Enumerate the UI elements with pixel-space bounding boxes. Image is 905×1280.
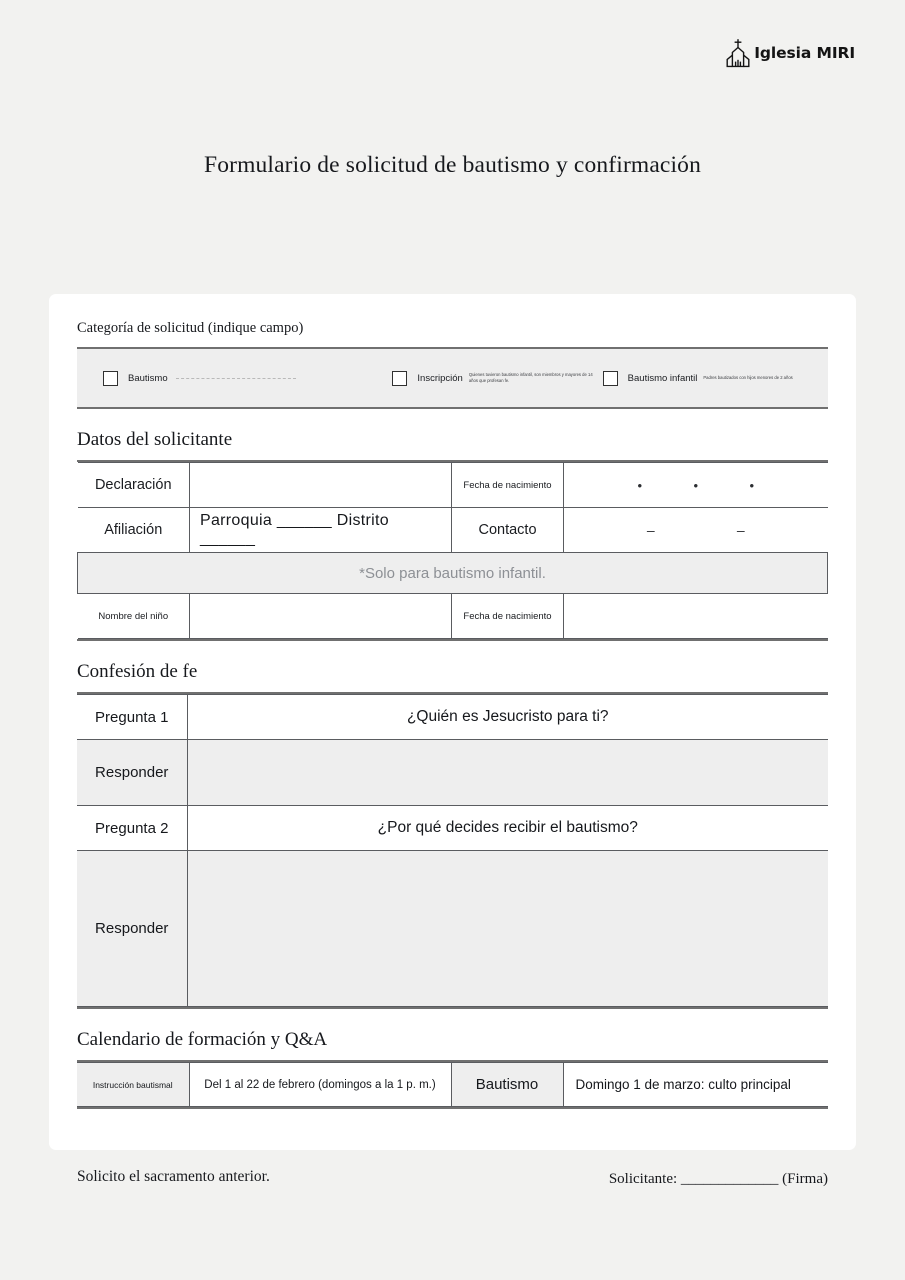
- row-label-fecha-nacimiento: Fecha de nacimiento: [452, 463, 564, 508]
- category-heading: Categoría de solicitud (indique campo): [77, 320, 304, 336]
- row-label-pregunta-1: Pregunta 1: [77, 695, 187, 740]
- table-row-note: [78, 553, 828, 594]
- footer-statement: Solicito el sacramento anterior.: [77, 1168, 270, 1185]
- checkbox-icon[interactable]: [103, 371, 118, 386]
- row-label-declaracion: Declaración: [78, 463, 190, 508]
- table-row: [77, 695, 828, 740]
- category-block: [77, 347, 828, 409]
- row-label-contacto: Contacto: [452, 508, 564, 553]
- table-row: [78, 463, 828, 508]
- phone-separator: –: [646, 522, 655, 538]
- calendar-block: [77, 1060, 828, 1109]
- page-title: Formulario de solicitud de bautismo y confirmación: [204, 152, 701, 178]
- calendar-table: [77, 1062, 828, 1107]
- category-options-row: [77, 349, 828, 407]
- category-option-label: Bautismo infantil: [627, 372, 698, 384]
- table-row: [77, 806, 828, 851]
- signature-label: Solicitante:: [608, 1171, 678, 1187]
- form-footer: [49, 1168, 856, 1208]
- signature-suffix: (Firma): [782, 1171, 828, 1187]
- question-2-text: ¿Por qué decides recibir el bautismo?: [187, 806, 828, 851]
- row-label-afiliacion: Afiliación: [78, 508, 190, 553]
- row-label-fecha-nacimiento-nino: Fecha de nacimiento: [452, 594, 564, 639]
- category-option-inscripcion[interactable]: [392, 371, 602, 386]
- phone-separator: –: [736, 522, 745, 538]
- brand-logo: [725, 38, 855, 68]
- calendar-cell-bautismo: Bautismo: [451, 1063, 563, 1107]
- signature-blank[interactable]: _____________: [680, 1171, 779, 1187]
- field-contacto[interactable]: [564, 508, 828, 553]
- date-separator: •: [693, 477, 699, 493]
- question-1-text: ¿Quién es Jesucristo para ti?: [187, 695, 828, 740]
- calendar-cell-fechas: Del 1 al 22 de febrero (domingos a la 1 p. m.): [189, 1063, 451, 1107]
- row-label-responder-2: Responder: [77, 851, 187, 1007]
- date-separator: •: [637, 477, 643, 493]
- field-nombre-nino[interactable]: [190, 594, 452, 639]
- row-label-pregunta-2: Pregunta 2: [77, 806, 187, 851]
- calendar-heading: Calendario de formación y Q&A: [77, 1029, 328, 1050]
- row-label-responder-1: Responder: [77, 740, 187, 806]
- answer-2-field[interactable]: [187, 851, 828, 1007]
- confession-heading: Confesión de fe: [77, 661, 198, 682]
- confession-table: [77, 694, 828, 1007]
- category-option-label: Bautismo: [128, 372, 168, 384]
- brand-name: Iglesia MIRI: [754, 44, 855, 62]
- category-option-label: Inscripción: [417, 372, 463, 384]
- confession-block: [77, 692, 828, 1009]
- field-afiliacion[interactable]: Parroquia ______ Distrito ______: [190, 508, 452, 553]
- form-card: [49, 294, 856, 1150]
- applicant-block: [77, 460, 828, 641]
- category-option-bautismo[interactable]: [77, 371, 392, 386]
- field-fecha-nacimiento[interactable]: [564, 463, 828, 508]
- category-option-note: Quienes tuvieron bautismo infantil, son miembros y mayores de 14 años que profesan fe.: [468, 371, 593, 383]
- checkbox-icon[interactable]: [603, 371, 618, 386]
- signature-line[interactable]: [609, 1171, 828, 1188]
- checkbox-icon[interactable]: [392, 371, 407, 386]
- applicant-heading: Datos del solicitante: [77, 429, 233, 450]
- row-label-nombre-nino: Nombre del niño: [78, 594, 190, 639]
- field-fecha-nacimiento-nino[interactable]: [564, 594, 828, 639]
- church-icon: [725, 38, 751, 68]
- category-option-bautismo-infantil[interactable]: [603, 371, 828, 386]
- table-row: [77, 1063, 828, 1107]
- calendar-cell-instruccion: Instrucción bautismal: [77, 1063, 189, 1107]
- infant-baptism-note: *Solo para bautismo infantil.: [78, 553, 828, 594]
- calendar-cell-culto: Domingo 1 de marzo: culto principal: [563, 1063, 828, 1107]
- table-row: [78, 508, 828, 553]
- table-row: [78, 594, 828, 639]
- applicant-table: [77, 462, 828, 639]
- date-separator: •: [749, 477, 755, 493]
- field-declaracion[interactable]: [190, 463, 452, 508]
- answer-1-field[interactable]: [187, 740, 828, 806]
- table-row: [77, 740, 828, 806]
- category-option-note: Padres bautizados con hijos menores de 2 años: [703, 374, 793, 380]
- table-row: [77, 851, 828, 1007]
- divider: [176, 378, 296, 379]
